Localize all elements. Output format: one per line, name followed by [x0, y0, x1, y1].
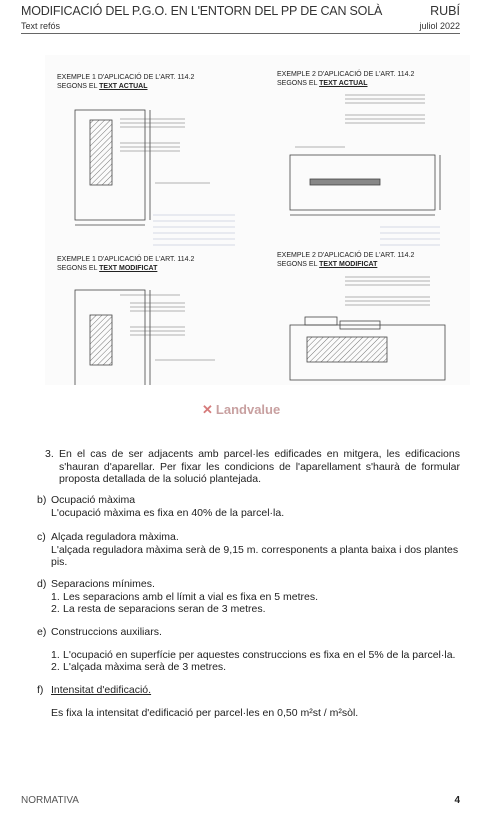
document-title: MODIFICACIÓ DEL P.G.O. EN L'ENTORN DEL PP DE CAN SOLÀ — [21, 4, 383, 18]
section-b: b) Ocupació màxima L'ocupació màxima es fixa en 40% de la parcel·la. — [37, 494, 462, 519]
section-d-title: Separacions mínimes. — [51, 578, 155, 590]
header-divider — [21, 33, 460, 34]
section-d: d) Separacions mínimes. 1. Les separacions amb el límit a vial es fixa en 5 metres. 2. La resta de separacions seran de 3 metres. — [37, 578, 319, 615]
paragraph-item-3: 3. En el cas de ser adjacents amb parcel·les edificades en mitgera, les edificacions s'hauran d'aparellar. Per fixar les condicions de l'aparellament s'haurà de formular proposta detallada de la solució plantejada. — [45, 448, 460, 485]
document-date: juliol 2022 — [419, 21, 460, 31]
example-2-current-caption: EXEMPLE 2 D'APLICACIÓ DE L'ART. 114.2 SEGONS EL TEXT ACTUAL — [277, 71, 415, 87]
document-subtitle: Text refós — [21, 21, 61, 31]
example-1-modified-caption: EXEMPLE 1 D'APLICACIÓ DE L'ART. 114.2 SEGONS EL TEXT MODIFICAT — [57, 256, 195, 272]
drawings-svg — [45, 55, 470, 385]
landvalue-watermark: ✕ Landvalue — [202, 402, 281, 417]
section-c-text: L'alçada reguladora màxima serà de 9,15 m. corresponents a planta baixa i dos plantes pis. — [51, 543, 459, 568]
city-name: RUBÍ — [430, 4, 460, 18]
page-number: 4 — [454, 795, 460, 806]
section-b-title: Ocupació màxima — [51, 494, 136, 506]
section-c: c) Alçada reguladora màxima. L'alçada reguladora màxima serà de 9,15 m. corresponents a planta baixa i dos plantes pis. — [37, 531, 462, 569]
example-1-current-caption: EXEMPLE 1 D'APLICACIÓ DE L'ART. 114.2 SEGONS EL TEXT ACTUAL — [57, 74, 195, 90]
section-e: e) Construccions auxiliars. 1. L'ocupació en superfície per aquestes construccions es fixa en el 5% de la parcel·la. 2. L'alçada màxima serà de 3 metres. — [37, 626, 456, 673]
section-f-text: Es fixa la intensitat d'edificació per parcel·les en 0,50 m²st / m²sòl. — [51, 706, 359, 719]
section-e-title: Construccions auxiliars. — [51, 626, 162, 638]
section-f-title: Intensitat d'edificació. — [51, 684, 152, 696]
section-b-text: L'ocupació màxima es fixa en 40% de la parcel·la. — [51, 506, 285, 519]
scanned-drawings-figure — [45, 55, 470, 385]
example-2-modified-caption: EXEMPLE 2 D'APLICACIÓ DE L'ART. 114.2 SEGONS EL TEXT MODIFICAT — [277, 252, 415, 268]
footer-section: NORMATIVA — [21, 795, 79, 806]
section-c-title: Alçada reguladora màxima. — [51, 531, 179, 543]
landvalue-logo-icon: ✕ — [202, 402, 213, 417]
section-f: f) Intensitat d'edificació. Es fixa la intensitat d'edificació per parcel·les en 0,50 m²st / m²sòl. — [37, 684, 462, 719]
